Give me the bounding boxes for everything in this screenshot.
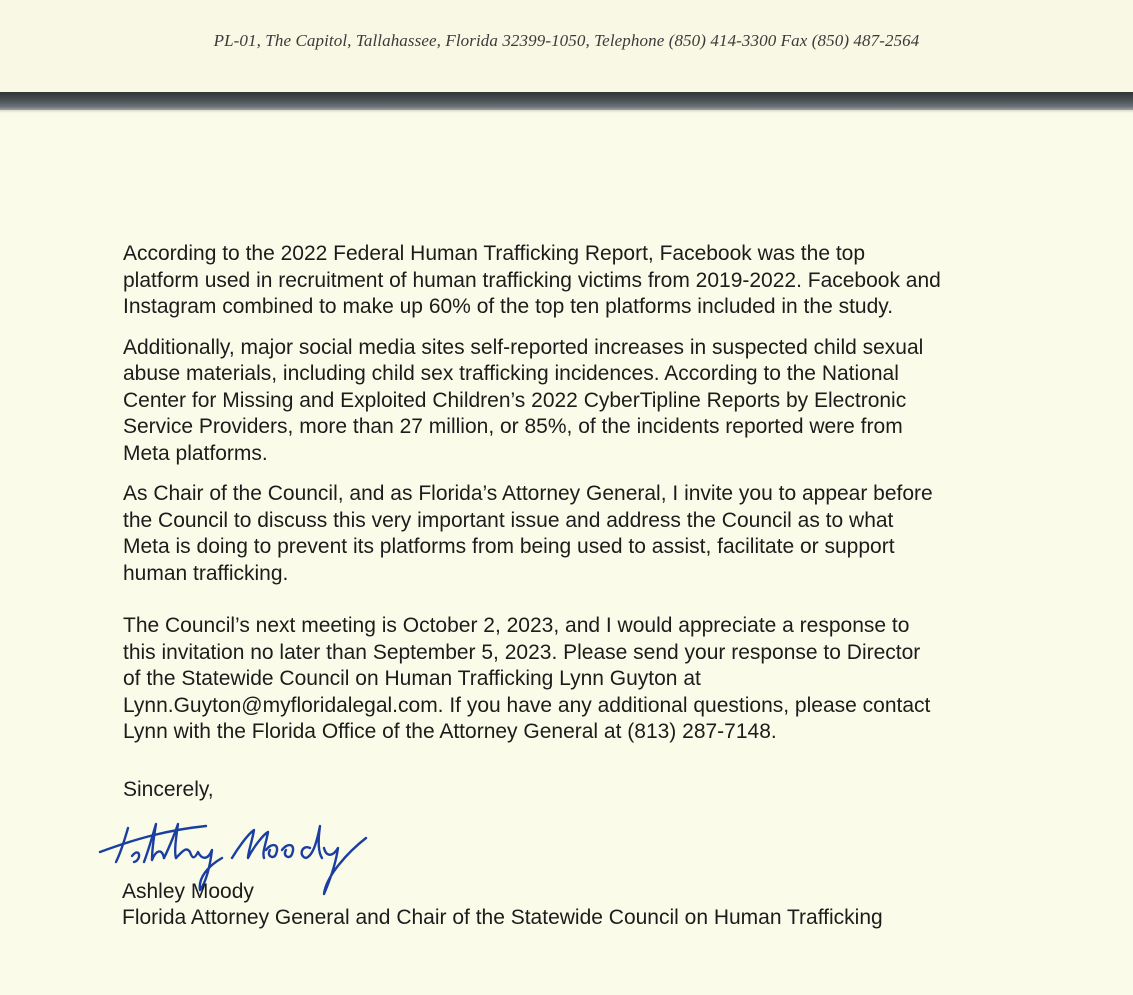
page-divider [0, 92, 1133, 110]
paragraph-trafficking-report: According to the 2022 Federal Human Trafficking Report, Facebook was the top platform used in recruitment of human trafficking victims from 2019-2022. Facebook and Instagram combined to make up 60% of the top ten platforms included in the study. [123, 242, 941, 318]
paragraph-csam-reports: Additionally, major social media sites self-reported increases in suspected child sexual abuse materials, including child sex trafficking incidences. According to the National Center for Missing and Exploited Children’s 2022 CyberTipline Reports by Electronic Service Providers, more than 27 million, or 85%, of the incidents reported were from Meta platforms. [123, 335, 924, 465]
page-divider-edge [0, 110, 1133, 113]
closing-salutation: Sincerely, [123, 778, 214, 801]
signer-name: Ashley Moody [122, 880, 254, 903]
paragraph-meeting-details: The Council’s next meeting is October 2, 2023, and I would appreciate a response to this invitation no later than September 5, 2023. Please send your response to Director of the Statewide Council on Human Trafficking Lynn Guyton at Lynn.Guyton@myfloridalegal.com. If you have any additional questions, please contact Lynn with the Florida Office of the Attorney General at (813) 287-7148. [123, 614, 931, 743]
letterhead-footer [0, 0, 1133, 92]
paragraph-invitation: As Chair of the Council, and as Florida’s Attorney General, I invite you to appear before the Council to discuss this very important issue and address the Council as to what Meta is doing to prevent its platforms from being used to assist, facilitate or support human trafficking. [123, 482, 933, 585]
office-address: PL-01, The Capitol, Tallahassee, Florida 32399-1050, Telephone (850) 414-3300 Fax (850) 487-2564 [213, 31, 920, 50]
signer-title: Florida Attorney General and Chair of the Statewide Council on Human Trafficking [122, 906, 883, 929]
letter-body [123, 241, 1023, 760]
